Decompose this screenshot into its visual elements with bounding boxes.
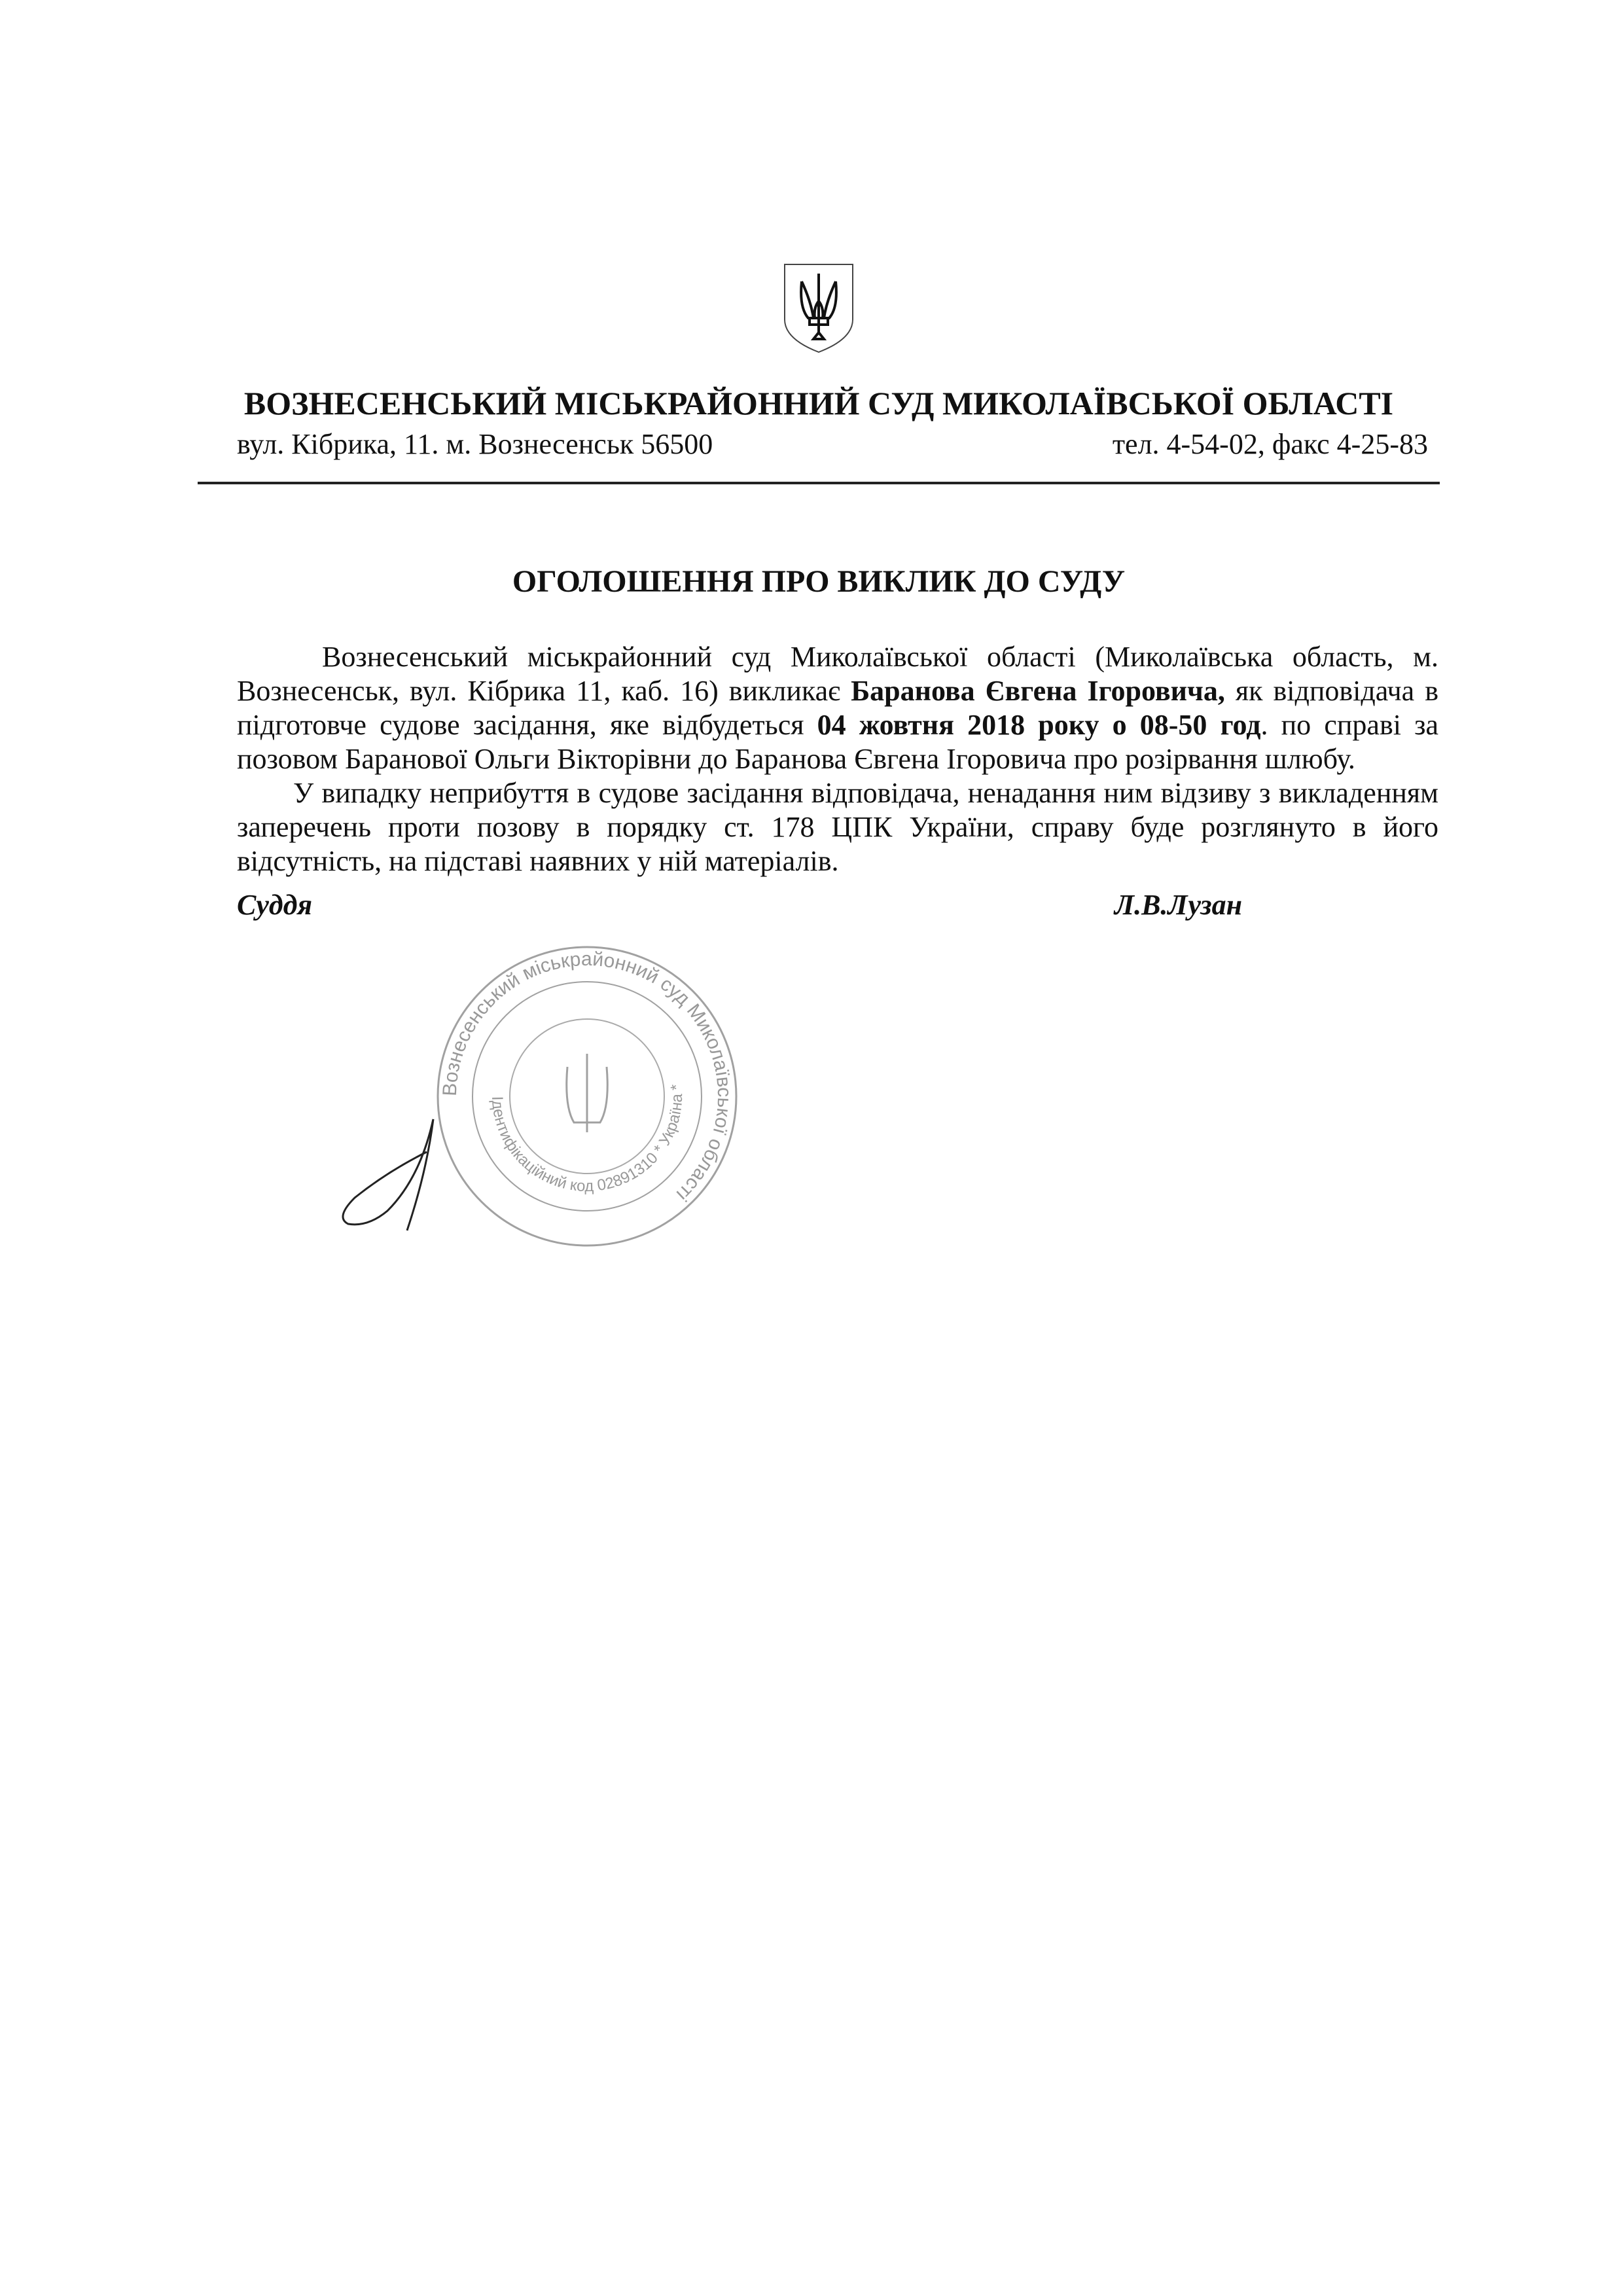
court-name-heading: ВОЗНЕСЕНСЬКИЙ МІСЬКРАЙОННИЙ СУД МИКОЛАЇВСЬКОЇ ОБЛАСТІ — [243, 385, 1394, 422]
svg-text:Ідентифікаційний код 02891310: Ідентифікаційний код 02891310 * Україна * — [488, 1083, 687, 1196]
address-row — [198, 427, 1440, 462]
p1-text-a: Вознесенський міськрайонний суд Миколаївської області (Миколаївська область, м. Вознесенськ, вул. Кібрика 11, каб. 16) викликає — [237, 641, 1438, 707]
hearing-date: 04 жовтня 2018 року о 08-50 год — [817, 709, 1261, 741]
court-phones: тел. 4-54-02, факс 4-25-83 — [1112, 428, 1428, 460]
judge-signature — [329, 1113, 512, 1237]
defendant-name: Баранова Євгена Ігоровича, — [851, 675, 1225, 707]
svg-text:Вознесенський міськрайонний су: Вознесенський міськрайонний суд Миколаївської області — [438, 948, 736, 1206]
judge-name: Л.В.Лузан — [1114, 889, 1242, 921]
signature-row — [237, 888, 1438, 923]
notice-body — [237, 640, 1438, 1283]
seal-area — [237, 942, 1438, 1283]
header-divider — [198, 482, 1440, 484]
notice-paragraph-1 — [237, 640, 1438, 776]
notice-title: ОГОЛОШЕННЯ ПРО ВИКЛИК ДО СУДУ — [512, 564, 1126, 599]
p1-text-c: . по справі за позовом Баранової Ольги Вікторівни до Баранова Євгена Ігоровича про розірвання шлюбу. — [237, 709, 1439, 775]
p1-text-b: як відповідача в підготовче судове засідання, яке відбудеться — [237, 675, 1438, 741]
trident-emblem-icon — [782, 262, 855, 353]
notice-paragraph-2: У випадку неприбуття в судове засідання відповідача, ненадання ним відзиву з викладенням заперечень проти позову в порядку ст. 178 ЦПК України, справу буде розглянуто в його відсутність, на підставі наявних у ній матеріалів. — [237, 777, 1438, 877]
document-sheet — [198, 262, 1440, 1283]
court-address: вул. Кібрика, 11. м. Вознесенськ 56500 — [237, 428, 713, 460]
judge-label: Суддя — [237, 889, 313, 921]
